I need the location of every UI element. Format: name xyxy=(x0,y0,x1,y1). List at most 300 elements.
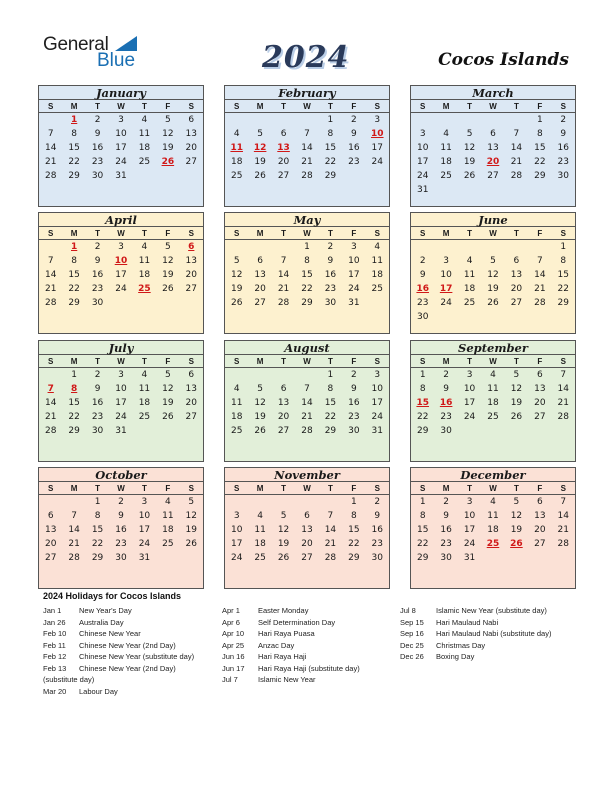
day-cell: 6 xyxy=(490,129,496,139)
day-cell: 29 xyxy=(416,553,429,563)
weekday-label: S xyxy=(188,484,194,493)
day-cell: 6 xyxy=(280,384,287,394)
holiday-day: 10 xyxy=(114,256,128,266)
day-cell: 8 xyxy=(327,129,334,139)
holiday-name: Hari Raya Puasa xyxy=(258,629,315,638)
day-cell: 22 xyxy=(91,539,104,549)
day-cell: 8 xyxy=(94,511,101,521)
weekday-label: T xyxy=(467,229,472,238)
day-grid xyxy=(225,368,389,438)
day-cell: 24 xyxy=(115,412,127,422)
day-cell: 15 xyxy=(324,143,337,153)
day-cell: 12 xyxy=(277,525,290,535)
day-cell: 18 xyxy=(138,398,151,408)
day-cell: 27 xyxy=(277,426,290,436)
day-cell: 16 xyxy=(348,143,360,153)
day-grid xyxy=(225,240,389,310)
day-cell: 13 xyxy=(254,270,266,280)
day-cell: 3 xyxy=(374,115,381,125)
day-cell: 16 xyxy=(440,525,452,535)
day-cell: 29 xyxy=(68,426,80,436)
day-cell: 24 xyxy=(463,539,476,549)
day-cell: 24 xyxy=(463,412,476,422)
day-cell: 19 xyxy=(510,525,523,535)
empty-cell xyxy=(458,113,481,127)
weekday-label: W xyxy=(489,102,497,111)
empty-cell xyxy=(248,240,271,254)
day-cell: 2 xyxy=(118,497,124,507)
day-cell: 10 xyxy=(440,270,452,280)
logo xyxy=(43,34,143,70)
empty-cell xyxy=(458,240,481,254)
day-cell: 25 xyxy=(138,412,151,422)
weekday-label: S xyxy=(560,357,566,366)
weekday-label: F xyxy=(351,357,357,366)
day-cell: 17 xyxy=(371,398,383,408)
day-cell: 15 xyxy=(348,525,360,535)
weekday-label: F xyxy=(537,357,543,366)
day-cell: 3 xyxy=(118,370,124,380)
day-cell: 22 xyxy=(534,157,546,167)
day-cell: 13 xyxy=(534,384,546,394)
day-cell: 5 xyxy=(233,256,240,266)
holiday-day: 25 xyxy=(486,539,500,549)
day-cell: 21 xyxy=(510,157,523,167)
day-cell: 22 xyxy=(324,157,337,167)
day-cell: 19 xyxy=(185,525,197,535)
day-cell: 27 xyxy=(185,157,197,167)
day-cell: 30 xyxy=(371,553,383,563)
weekday-label: S xyxy=(560,484,566,493)
day-cell: 4 xyxy=(374,242,381,252)
holiday-name-continuation: (substitute day) xyxy=(43,675,95,684)
day-grid xyxy=(39,113,203,183)
month-january xyxy=(38,85,204,207)
day-cell: 23 xyxy=(91,157,104,167)
day-cell: 30 xyxy=(348,426,360,436)
day-cell: 15 xyxy=(534,143,546,153)
day-cell: 28 xyxy=(557,412,569,422)
day-cell: 8 xyxy=(536,129,543,139)
holiday-day: 16 xyxy=(439,398,453,408)
weekday-label: S xyxy=(188,102,194,111)
weekday-label: W xyxy=(117,484,125,493)
day-cell: 13 xyxy=(44,525,57,535)
weekday-label: T xyxy=(327,357,333,366)
day-cell: 24 xyxy=(115,284,127,294)
day-cell: 7 xyxy=(304,384,310,394)
day-cell: 31 xyxy=(416,185,429,195)
weekday-label: M xyxy=(256,484,264,493)
day-cell: 4 xyxy=(490,497,496,507)
weekday-label: S xyxy=(234,102,240,111)
day-cell: 21 xyxy=(534,284,546,294)
day-cell: 29 xyxy=(324,426,337,436)
day-cell: 22 xyxy=(348,539,360,549)
day-cell: 17 xyxy=(115,398,127,408)
weekday-label: T xyxy=(281,102,286,111)
day-cell: 30 xyxy=(115,553,127,563)
day-cell: 18 xyxy=(463,284,476,294)
empty-cell xyxy=(481,113,504,127)
day-cell: 20 xyxy=(185,398,197,408)
holiday-day: 7 xyxy=(47,384,54,394)
month-title: December xyxy=(411,468,575,482)
day-cell: 12 xyxy=(487,270,499,280)
day-cell: 2 xyxy=(350,370,357,380)
weekday-label: M xyxy=(442,229,450,238)
day-cell: 17 xyxy=(348,270,360,280)
country-name: Cocos Islands xyxy=(438,50,569,70)
empty-cell xyxy=(411,240,434,254)
day-cell: 6 xyxy=(257,256,263,266)
weekday-label: T xyxy=(513,357,519,366)
day-cell: 20 xyxy=(185,143,197,153)
holiday-date: Sep 16 xyxy=(400,629,424,638)
day-cell: 31 xyxy=(115,171,127,181)
day-cell: 25 xyxy=(230,426,243,436)
empty-cell xyxy=(505,113,528,127)
weekday-label: M xyxy=(70,484,78,493)
weekday-label: W xyxy=(489,357,497,366)
weekday-label: F xyxy=(537,229,543,238)
weekday-label: S xyxy=(374,357,380,366)
holiday-day: 1 xyxy=(71,242,78,252)
day-cell: 15 xyxy=(324,398,337,408)
day-cell: 21 xyxy=(277,284,290,294)
empty-cell xyxy=(295,368,318,382)
day-cell: 22 xyxy=(324,412,337,422)
day-cell: 19 xyxy=(510,398,523,408)
day-cell: 10 xyxy=(115,384,127,394)
day-cell: 7 xyxy=(47,256,54,266)
weekday-label: T xyxy=(467,357,472,366)
day-cell: 13 xyxy=(534,511,546,521)
day-cell: 7 xyxy=(560,370,567,380)
day-cell: 1 xyxy=(94,497,101,507)
day-cell: 11 xyxy=(487,384,499,394)
weekday-header xyxy=(225,227,389,240)
day-cell: 31 xyxy=(138,553,151,563)
day-cell: 25 xyxy=(162,539,174,549)
month-february xyxy=(224,85,390,207)
holiday-date: Jan 1 xyxy=(43,606,62,615)
day-cell: 14 xyxy=(301,143,313,153)
day-cell: 17 xyxy=(115,143,127,153)
holiday-name: Christmas Day xyxy=(436,640,486,650)
day-cell: 6 xyxy=(47,511,54,521)
day-cell: 18 xyxy=(230,157,243,167)
day-cell: 15 xyxy=(416,525,429,535)
day-cell: 9 xyxy=(443,384,449,394)
holiday-item xyxy=(43,686,118,698)
day-cell: 31 xyxy=(348,298,360,308)
day-cell: 2 xyxy=(327,242,334,252)
holiday-day: 26 xyxy=(161,157,175,167)
day-cell: 17 xyxy=(416,157,429,167)
weekday-header xyxy=(411,482,575,495)
holiday-name: Hari Maulaud Nabi (substitute day) xyxy=(436,629,552,638)
day-cell: 6 xyxy=(536,370,543,380)
day-cell: 21 xyxy=(44,284,57,294)
empty-cell xyxy=(272,113,295,127)
day-cell: 5 xyxy=(466,129,473,139)
weekday-label: T xyxy=(95,484,100,493)
weekday-label: M xyxy=(256,357,264,366)
day-cell: 23 xyxy=(348,412,360,422)
month-april xyxy=(38,212,204,334)
holiday-item xyxy=(43,617,124,629)
weekday-label: S xyxy=(48,357,54,366)
day-cell: 11 xyxy=(487,511,499,521)
weekday-label: S xyxy=(188,357,194,366)
day-cell: 20 xyxy=(301,539,313,549)
weekday-label: T xyxy=(95,229,100,238)
day-cell: 4 xyxy=(466,256,473,266)
holiday-date: Jun 17 xyxy=(222,663,245,673)
day-cell: 22 xyxy=(68,412,80,422)
day-cell: 19 xyxy=(254,412,266,422)
day-cell: 8 xyxy=(560,256,567,266)
day-cell: 27 xyxy=(185,412,197,422)
day-cell: 21 xyxy=(301,157,313,167)
day-cell: 4 xyxy=(443,129,449,139)
day-cell: 28 xyxy=(324,553,337,563)
weekday-label: S xyxy=(234,484,240,493)
day-cell: 18 xyxy=(487,398,499,408)
calendar-year: 2024 xyxy=(262,40,350,75)
day-cell: 8 xyxy=(304,256,310,266)
holiday-item xyxy=(43,663,176,675)
holiday-name: Hari Raya Haji xyxy=(258,652,307,661)
month-title: August xyxy=(225,341,389,355)
weekday-label: F xyxy=(165,229,171,238)
day-cell: 15 xyxy=(68,270,80,280)
day-cell: 23 xyxy=(348,157,360,167)
month-december xyxy=(410,467,576,589)
logo-triangle-icon xyxy=(115,36,137,51)
day-cell: 29 xyxy=(557,298,569,308)
weekday-label: W xyxy=(489,229,497,238)
day-cell: 28 xyxy=(301,426,313,436)
day-cell: 17 xyxy=(138,525,151,535)
day-cell: 14 xyxy=(277,270,290,280)
day-cell: 3 xyxy=(118,242,124,252)
holidays-column xyxy=(43,605,195,697)
holiday-day: 26 xyxy=(510,539,523,549)
empty-cell xyxy=(225,368,248,382)
day-cell: 3 xyxy=(374,370,381,380)
weekday-label: T xyxy=(513,229,519,238)
weekday-label: W xyxy=(117,357,125,366)
weekday-label: S xyxy=(420,357,426,366)
empty-cell xyxy=(272,240,295,254)
day-cell: 7 xyxy=(71,511,77,521)
day-cell: 6 xyxy=(513,256,520,266)
empty-cell xyxy=(225,113,248,127)
day-cell: 18 xyxy=(487,525,499,535)
day-cell: 3 xyxy=(233,511,240,521)
day-cell: 8 xyxy=(350,511,357,521)
day-cell: 13 xyxy=(185,256,197,266)
weekday-label: T xyxy=(141,102,147,111)
weekday-header xyxy=(39,482,203,495)
weekday-label: F xyxy=(351,484,357,493)
day-cell: 17 xyxy=(230,539,243,549)
day-cell: 29 xyxy=(416,426,429,436)
day-cell: 16 xyxy=(91,398,104,408)
day-cell: 18 xyxy=(440,157,452,167)
day-cell: 21 xyxy=(557,525,569,535)
day-cell: 27 xyxy=(277,171,290,181)
holiday-date: Feb 10 xyxy=(43,629,67,638)
day-cell: 27 xyxy=(254,298,266,308)
day-cell: 30 xyxy=(91,426,104,436)
day-cell: 24 xyxy=(371,157,383,167)
holiday-day: 10 xyxy=(371,129,384,139)
weekday-label: F xyxy=(165,484,171,493)
weekday-header xyxy=(411,355,575,368)
day-cell: 12 xyxy=(254,398,266,408)
weekday-label: T xyxy=(513,102,519,111)
weekday-label: W xyxy=(303,229,311,238)
weekday-header xyxy=(225,100,389,113)
holiday-name: Chinese New Year (2nd Day) xyxy=(79,663,176,673)
day-cell: 10 xyxy=(463,511,476,521)
weekday-label: M xyxy=(442,484,450,493)
empty-cell xyxy=(295,113,318,127)
day-cell: 14 xyxy=(324,525,337,535)
day-cell: 28 xyxy=(277,298,290,308)
day-cell: 29 xyxy=(91,553,104,563)
day-cell: 19 xyxy=(162,398,174,408)
empty-cell xyxy=(39,368,62,382)
day-cell: 24 xyxy=(115,157,127,167)
month-august xyxy=(224,340,390,462)
holiday-date: Apr 10 xyxy=(222,629,245,638)
day-cell: 25 xyxy=(440,171,452,181)
day-cell: 10 xyxy=(463,384,476,394)
day-cell: 9 xyxy=(118,511,124,521)
day-cell: 16 xyxy=(348,398,360,408)
empty-cell xyxy=(505,240,528,254)
day-cell: 17 xyxy=(371,143,383,153)
day-cell: 4 xyxy=(233,129,240,139)
day-cell: 6 xyxy=(536,497,543,507)
month-september xyxy=(410,340,576,462)
day-cell: 1 xyxy=(419,370,426,380)
day-cell: 15 xyxy=(68,398,80,408)
day-cell: 7 xyxy=(47,129,54,139)
day-cell: 3 xyxy=(118,115,124,125)
day-cell: 17 xyxy=(463,398,476,408)
weekday-label: F xyxy=(165,357,171,366)
day-cell: 16 xyxy=(324,270,337,280)
day-cell: 9 xyxy=(94,129,101,139)
day-cell: 3 xyxy=(466,497,473,507)
day-cell: 19 xyxy=(254,157,266,167)
holiday-item xyxy=(43,605,132,617)
day-cell: 3 xyxy=(141,497,148,507)
weekday-label: M xyxy=(256,102,264,111)
weekday-header xyxy=(225,355,389,368)
holiday-name: Chinese New Year (2nd Day) xyxy=(79,640,176,650)
month-title: November xyxy=(225,468,389,482)
day-cell: 20 xyxy=(254,284,266,294)
day-cell: 29 xyxy=(324,171,337,181)
holiday-name: Chinese New Year (substitute day) xyxy=(79,652,195,661)
day-cell: 24 xyxy=(348,284,360,294)
day-cell: 13 xyxy=(510,270,523,280)
day-cell: 28 xyxy=(510,171,523,181)
day-cell: 21 xyxy=(301,412,313,422)
weekday-label: T xyxy=(281,229,286,238)
weekday-label: S xyxy=(234,357,240,366)
empty-cell xyxy=(434,113,457,127)
holiday-day: 8 xyxy=(71,384,78,394)
day-cell: 23 xyxy=(91,284,104,294)
holiday-day: 16 xyxy=(416,284,429,294)
empty-cell xyxy=(481,240,504,254)
day-cell: 20 xyxy=(277,157,290,167)
empty-cell xyxy=(39,495,62,509)
day-cell: 28 xyxy=(534,298,546,308)
day-cell: 13 xyxy=(301,525,313,535)
day-cell: 1 xyxy=(71,370,77,380)
day-cell: 21 xyxy=(324,539,337,549)
month-title: April xyxy=(39,213,203,227)
day-cell: 18 xyxy=(230,412,243,422)
day-cell: 4 xyxy=(257,511,263,521)
holiday-date: Jul 8 xyxy=(400,606,416,615)
day-cell: 5 xyxy=(164,370,171,380)
holiday-date: Apr 1 xyxy=(222,606,240,615)
day-cell: 28 xyxy=(44,426,57,436)
day-cell: 22 xyxy=(68,157,80,167)
logo-general-text: General xyxy=(43,34,109,55)
day-cell: 30 xyxy=(557,171,569,181)
day-cell: 18 xyxy=(162,525,174,535)
day-cell: 20 xyxy=(185,270,197,280)
day-cell: 30 xyxy=(91,171,104,181)
day-cell: 22 xyxy=(557,284,569,294)
day-grid xyxy=(411,368,575,438)
day-cell: 27 xyxy=(301,553,313,563)
day-cell: 18 xyxy=(254,539,266,549)
day-cell: 18 xyxy=(138,143,151,153)
day-cell: 31 xyxy=(115,426,127,436)
day-cell: 4 xyxy=(141,115,148,125)
day-cell: 8 xyxy=(419,384,426,394)
weekday-label: M xyxy=(442,357,450,366)
day-grid xyxy=(411,495,575,565)
day-cell: 15 xyxy=(91,525,104,535)
weekday-label: W xyxy=(489,484,497,493)
holiday-date: Feb 12 xyxy=(43,652,67,661)
day-cell: 12 xyxy=(230,270,243,280)
month-title: February xyxy=(225,86,389,100)
weekday-label: W xyxy=(303,102,311,111)
day-cell: 29 xyxy=(534,171,546,181)
day-cell: 6 xyxy=(188,370,195,380)
day-cell: 23 xyxy=(440,412,452,422)
month-title: July xyxy=(39,341,203,355)
day-cell: 26 xyxy=(162,284,174,294)
day-cell: 16 xyxy=(115,525,127,535)
empty-cell xyxy=(248,495,271,509)
day-cell: 24 xyxy=(371,412,383,422)
day-cell: 9 xyxy=(419,270,426,280)
